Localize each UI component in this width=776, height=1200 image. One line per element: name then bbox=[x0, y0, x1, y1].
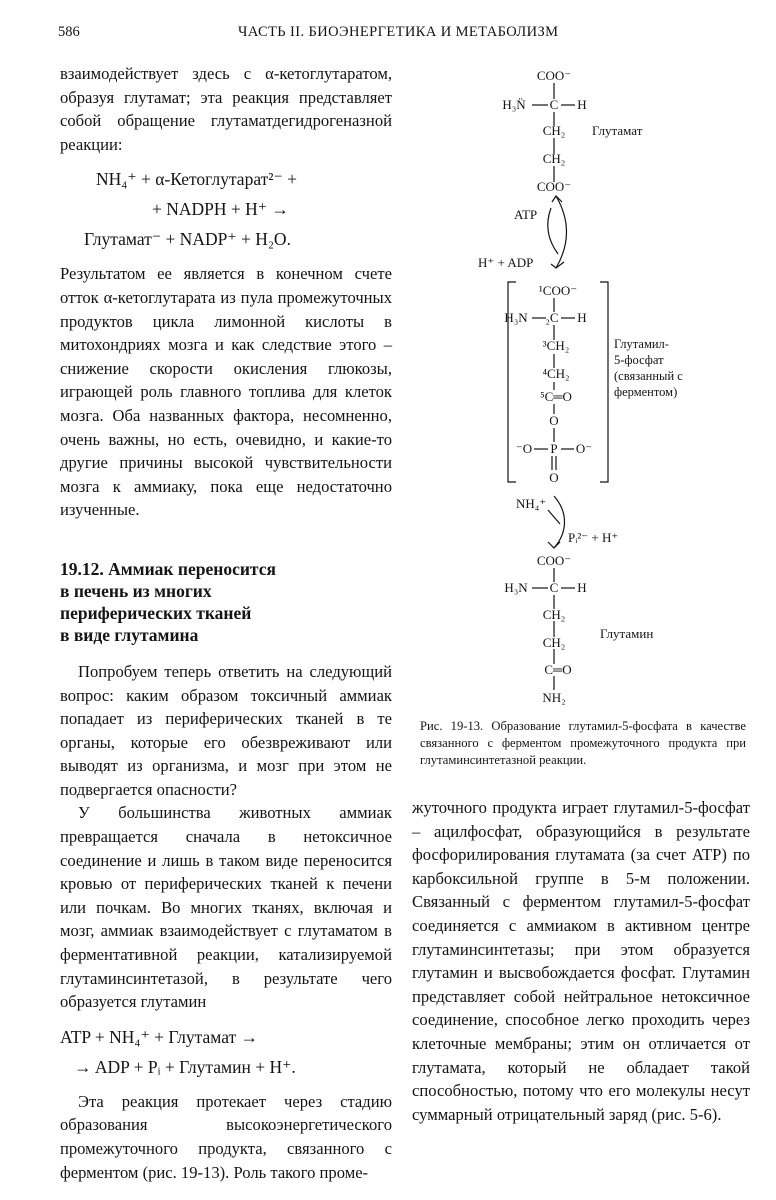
equation-line: Глутамат⁻ + NADP⁺ + H₂O. bbox=[84, 229, 291, 250]
reagent-label: NH₄⁺ bbox=[516, 496, 547, 511]
chem-label: COO⁻ bbox=[536, 553, 572, 568]
chem-label: CH₂ bbox=[542, 151, 566, 166]
chem-label: H bbox=[577, 310, 587, 325]
equation-line: NH₄⁺ + α-Кетоглутарат²⁻ + bbox=[96, 169, 298, 190]
paragraph-3: Попробуем теперь ответить на следующий вопрос: каким образом токсичный аммиак попадает из периферических тканей в те органы, которые его обезвреживают или выводят из организма, и мозг при этом не подвергается опасности? bbox=[60, 661, 392, 799]
chem-label: H₃N bbox=[504, 580, 528, 595]
chem-label: C bbox=[549, 97, 559, 112]
section-heading-line: периферических тканей bbox=[60, 602, 252, 623]
figure-19-13 bbox=[412, 62, 762, 787]
section-heading-line: в печень из многих bbox=[60, 580, 212, 601]
running-title: ЧАСТЬ II. БИОЭНЕРГЕТИКА И МЕТАБОЛИЗМ bbox=[238, 24, 559, 40]
compound-label-intermediate: Глутамил- bbox=[614, 337, 669, 351]
chem-label: ¹COO⁻ bbox=[538, 283, 578, 298]
page-number: 586 bbox=[58, 24, 80, 40]
chem-label: CH₂ bbox=[542, 607, 566, 622]
figure-caption: Рис. 19-13. Образование глутамил-5-фосфата в качестве связанного с ферментом промежуточного продукта при глутаминсинтетазной реакции. bbox=[420, 719, 746, 767]
section-heading-line: в виде глутамина bbox=[60, 624, 199, 645]
chem-label: O bbox=[549, 413, 559, 428]
equation-glutamate-synthesis bbox=[60, 164, 392, 254]
paragraph-right-1: жуточного продукта играет глутамил-5-фосфат – ацилфосфат, образующийся в результате фосфорилирования глутамата (за счет ATP) по карбоксильной группе в 5-м положении. Связанный с ферментом глутамил-5-фосфат соединяется с аммиаком в активном центре глутаминсинтетазы; при этом образуется глутамин и высвобождается фосфат. Глутамин представляет собой нейтральное нетоксичное соединение, способное легко проходить через клеточные мембраны; этим он отличается от глутамата, который не обладает такой способностью, потому что его молекулы несут суммарный отрицательный заряд (рис. 5-6). bbox=[412, 798, 750, 1124]
paragraph-4: У большинства животных аммиак превращается сначала в нетоксичное соединение и лишь в таком виде переносится кровью от периферических тканей к печени или почкам. Во многих тканях, включая и мозг, аммиак взаимодействует с глутаматом в ферментативной реакции, катализируемой глутаминсинтетазой, в результате чего образуется глутамин bbox=[60, 803, 392, 1012]
paragraph-2: Результатом ее является в конечном счете отток α-кетоглутарата из пула промежуточных продуктов цикла лимонной кислоты в митохондриях мозга и как следствие этого – снижение скорости окисления глюкозы, играющей роль главного топлива для клеток мозга. Оба названных фактора, несомненно, очень важны, но есть, очевидно, и какие-то другие причины высокой чувствительности мозга к аммиаку, пока еще недостаточно изученные. bbox=[60, 264, 392, 520]
equation-line: + NADPH + H⁺ → bbox=[152, 199, 289, 220]
chem-label: O⁻ bbox=[575, 441, 593, 456]
chem-label: CH₂ bbox=[542, 635, 566, 650]
compound-label-glutamate: Глутамат bbox=[592, 123, 643, 138]
section-heading bbox=[60, 558, 392, 646]
page-header bbox=[0, 24, 776, 48]
chem-label: COO⁻ bbox=[536, 179, 572, 194]
chem-label: COO⁻ bbox=[536, 68, 572, 83]
reagent-label: ATP bbox=[514, 207, 538, 222]
chem-label: ₂C bbox=[545, 310, 559, 325]
chem-label: ⁻O bbox=[515, 441, 533, 456]
chem-label: ⁵C═O bbox=[540, 389, 572, 404]
equation-line: → ADP + Pᵢ + Глутамин + H⁺. bbox=[74, 1056, 296, 1077]
chem-label: H₃N̈ bbox=[502, 97, 526, 112]
chem-label: C═O bbox=[544, 662, 572, 677]
compound-label-intermediate: ферментом) bbox=[614, 385, 678, 399]
product-label: Pᵢ²⁻ + H⁺ bbox=[568, 530, 619, 545]
chem-label: O bbox=[549, 470, 559, 485]
chem-label: P bbox=[550, 441, 558, 456]
chem-label: H bbox=[577, 97, 587, 112]
reaction-scheme bbox=[412, 62, 762, 712]
product-label: H⁺ + ADP bbox=[478, 255, 534, 270]
compound-label-intermediate: (связанный с bbox=[614, 369, 683, 383]
paragraph-5: Эта реакция протекает через стадию образования высокоэнергетического промежуточного продукта, связанного с ферментом (рис. 19-13). Роль такого проме- bbox=[60, 1091, 392, 1182]
chem-label: NH₂ bbox=[542, 690, 566, 705]
chem-label: ⁴CH₂ bbox=[542, 366, 570, 381]
chem-label: ³CH₂ bbox=[542, 338, 570, 353]
chem-label: H₃N bbox=[504, 310, 528, 325]
compound-label-intermediate: 5-фосфат bbox=[614, 353, 664, 367]
left-column bbox=[60, 62, 392, 1184]
chem-label: CH₂ bbox=[542, 123, 566, 138]
paragraph-1: взаимодействует здесь с α-кетоглутаратом, образуя глутамат; эта реакция представляет собой обращение глутаматдегидрогеназной реакции: bbox=[60, 64, 392, 154]
compound-label-glutamine: Глутамин bbox=[600, 626, 654, 641]
equation-line: ATP + NH₄⁺ + Глутамат → bbox=[60, 1026, 259, 1047]
right-column bbox=[412, 796, 750, 1126]
chem-label: C bbox=[549, 580, 559, 595]
chem-label: H bbox=[577, 580, 587, 595]
equation-glutamine-synthesis bbox=[60, 1022, 392, 1082]
section-heading-line: 19.12. Аммиак переносится bbox=[60, 558, 276, 579]
